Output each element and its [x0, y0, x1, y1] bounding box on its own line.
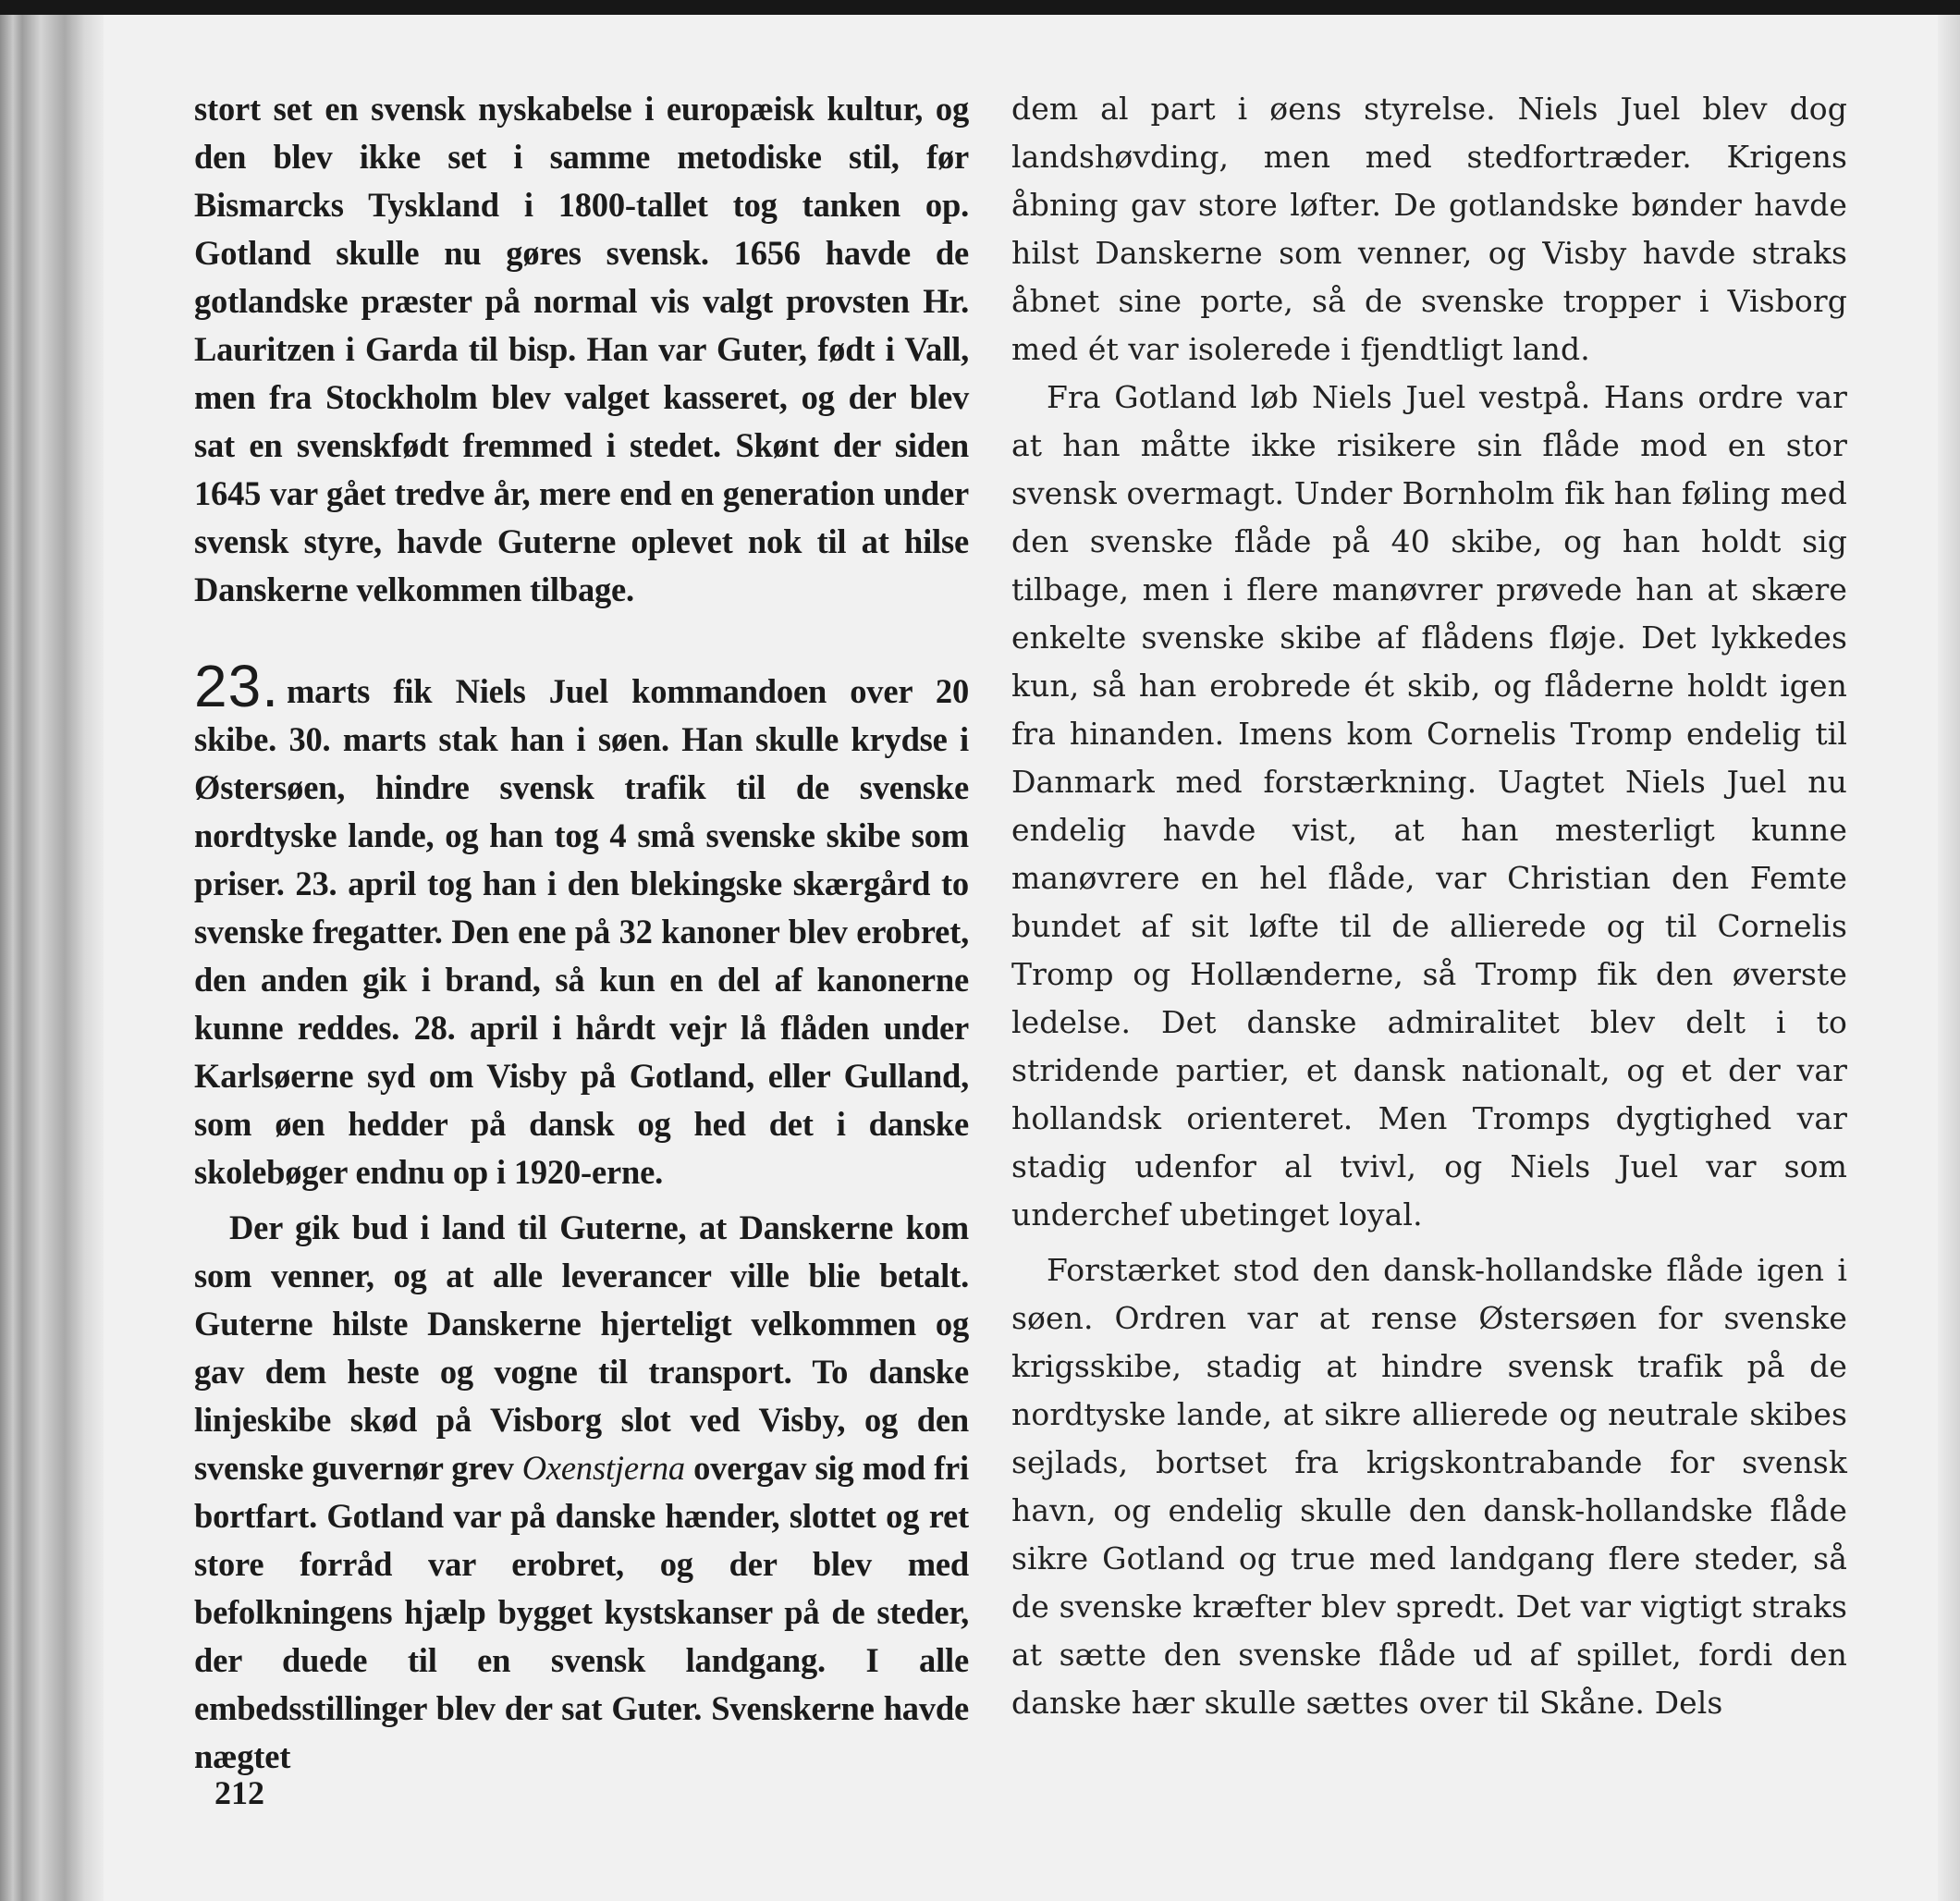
- right-paragraph-2: Fra Gotland løb Niels Juel vestpå. Hans ordre var at han måtte ikke risikere sin flåde mod en stor svensk overmagt. Under Bornholm fik han føling med den svenske flåde på 40 skibe, og han holdt sig tilbage, men i flere manøvrer prøvede han at skære enkelte svenske skibe af flådens fløje. Det lykkedes kun, så han erobrede ét skib, og flåderne holdt igen fra hinanden. Imens kom Cornelis Tromp endelig til Danmark med forstærkning. Uagtet Niels Juel nu endelig havde vist, at han mesterligt kunne manøvrere en hel flåde, var Christian den Femte bundet af sit løfte til de allierede og til Cornelis Tromp og Hollænderne, så Tromp fik den øverste ledelse. Det danske admiralitet blev delt i to stridende partier, et dansk nationalt, og et der var hollandsk orienteret. Men Tromps dygtighed var stadig udenfor al tvivl, og Niels Juel var som underchef ubetinget loyal.: [1011, 379, 1847, 1233]
- page-right-edge: [1938, 15, 1960, 1901]
- book-binding-edge: [0, 15, 104, 1901]
- left-paragraph-1: stort set en svensk nyskabelse i europæisk kultur, og den blev ikke set i samme metodiske stil, før Bismarcks Tyskland i 1800-tallet tog tanken op. Gotland skulle nu gøres svensk. 1656 havde de gotlandske præster på normal vis valgt provsten Hr. Lauritzen i Garda til bisp. Han var Guter, født i Vall, men fra Stockholm blev valget kasseret, og der blev sat en svenskfødt fremmed i stedet. Skønt der siden 1645 var gået tredve år, mere end en generation under svensk styre, havde Guterne oplevet nok til at hilse Danskerne velkommen tilbage.: [194, 90, 969, 608]
- left-paragraph-2-text: marts fik Niels Juel kommandoen over 20 skibe. 30. marts stak han i søen. Han skulle krydse i Østersøen, hindre svensk trafik til de svenske nordtyske lande, og han tog 4 små svenske skibe som priser. 23. april tog han i den blekingske skærgård to svenske fregatter. Den ene på 32 kanoner blev erobret, den anden gik i brand, så kun en del af kanonerne kunne reddes. 28. april i hårdt vejr lå flåden under Karlsøerne syd om Visby på Gotland, eller Gulland, som øen hedder på dansk og hed det i danske skolebøger endnu op i 1920-erne.: [194, 672, 969, 1191]
- right-text-column: [1011, 85, 1847, 1749]
- left-paragraph-3-text-before: Der gik bud i land til Guterne, at Danskerne kom som venner, og at alle leverancer ville blie betalt. Guterne hilste Danskerne hjerteligt velkommen og gav dem heste og vogne til transport. To danske linjeskibe skød på Visborg slot ved Visby, og den svenske guvernør grev: [194, 1208, 969, 1487]
- section-spacer: [194, 614, 969, 662]
- page-number: 212: [214, 1774, 264, 1811]
- left-paragraph-3: [194, 1204, 969, 1781]
- paragraph-spacer: [1011, 1239, 1847, 1246]
- right-paragraph-1: dem al part i øens styrelse. Niels Juel blev dog landshøvding, men med stedfortræder. Krigens åbning gav store løfter. De gotlandske bønder havde hilst Danskerne som venner, og Visby havde straks åbnet sine porte, så de svenske tropper i Visborg med ét var isolerede i fjendtligt land.: [1011, 91, 1847, 367]
- section-number: 23.: [194, 653, 279, 719]
- left-text-column: [194, 85, 969, 1775]
- page-top-edge: [0, 0, 1960, 15]
- left-paragraph-3-text-after: overgav sig mod fri bortfart. Gotland var på danske hænder, slottet og ret store forråd var erobret, og der blev med befolkningens hjælp bygget kystskanser på de steder, der duede til en svensk landgang. I alle embedsstillinger blev der sat Guter. Svenskerne havde nægtet: [194, 1449, 969, 1775]
- governor-name: Oxenstjerna: [521, 1449, 685, 1487]
- right-paragraph-3: Forstærket stod den dansk-hollandske flåde igen i søen. Ordren var at rense Østersøen for svenske krigsskibe, stadig at hindre svensk trafik på de nordtyske lande, at sikre allierede og neutrale skibes sejlads, bortset fra krigskontrabande for svensk havn, og endelig skulle den dansk-hollandske flåde sikre Gotland og true med landgang flere steder, så de svenske kræfter blev spredt. Det var vigtigt straks at sætte den svenske flåde ud af spillet, fordi den danske hær skulle sættes over til Skåne. Dels: [1011, 1252, 1847, 1721]
- paragraph-spacer: [194, 1196, 969, 1204]
- left-paragraph-2: [194, 653, 969, 1196]
